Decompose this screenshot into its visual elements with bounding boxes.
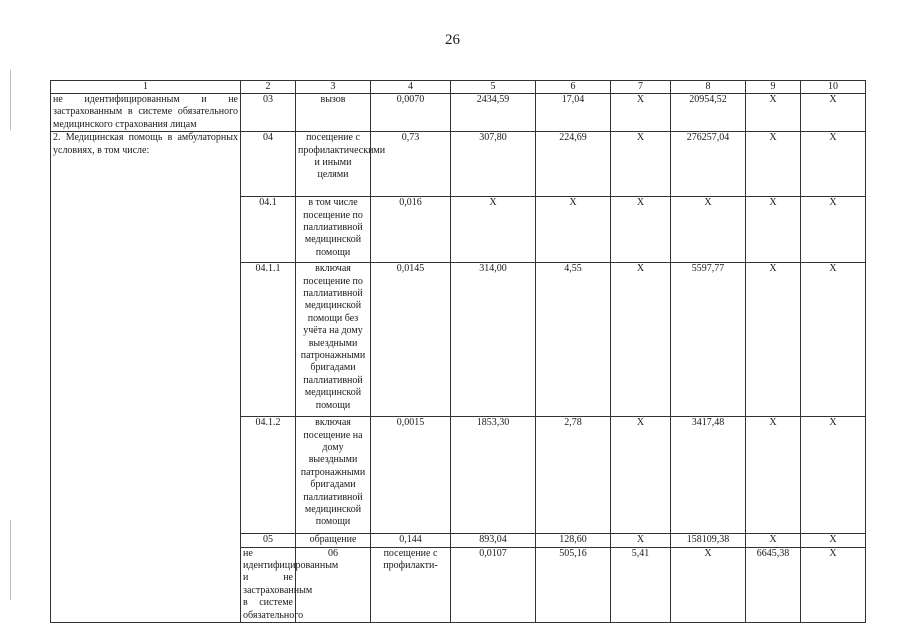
row-value-5: 2434,59	[451, 94, 536, 132]
row-value-4: 0,0070	[371, 94, 451, 132]
row-service-unit: включая посещение по паллиативной медицинской помощи без учёта на дому выездными патронажными бригадами паллиативной медицинской помощи	[296, 263, 371, 417]
row-value-9: X	[746, 263, 801, 417]
row-value-7: X	[671, 547, 746, 622]
row-value-7: X	[611, 534, 671, 547]
header-cell: 3	[296, 81, 371, 94]
row-service-unit: в том числе посещение по паллиативной медицинской помощи	[296, 197, 371, 263]
row-value-8: 5597,77	[671, 263, 746, 417]
row-value-5: 1853,30	[451, 417, 536, 534]
row-value-8: 158109,38	[671, 534, 746, 547]
header-cell: 6	[536, 81, 611, 94]
row-value-8: X	[671, 197, 746, 263]
row-value-6: 2,78	[536, 417, 611, 534]
header-row	[51, 81, 866, 94]
row-value-8: 20954,52	[671, 94, 746, 132]
row-value-8: 3417,48	[671, 417, 746, 534]
header-cell: 5	[451, 81, 536, 94]
row-code: 03	[241, 94, 296, 132]
row-code: 05	[241, 534, 296, 547]
row-value-8: 6645,38	[746, 547, 801, 622]
row-value-9: X	[801, 547, 866, 622]
row-service-unit: включая посещение на дому выездными патронажными бригадами паллиативной медицинской помощи	[296, 417, 371, 534]
row-value-6: X	[536, 197, 611, 263]
row-value-4: 0,73	[371, 132, 451, 197]
row-description: не идентифицированным и не застрахованным в системе обязательного медицинского страхования лицам	[51, 94, 241, 132]
row-description: не идентифицированным и не застрахованным в системе обязательного	[241, 547, 296, 622]
row-value-7: X	[611, 417, 671, 534]
header-cell: 9	[746, 81, 801, 94]
row-value-9: X	[746, 94, 801, 132]
row-value-4: 0,0107	[451, 547, 536, 622]
row-value-6: 17,04	[536, 94, 611, 132]
row-code: 04	[241, 132, 296, 197]
row-value-5: X	[451, 197, 536, 263]
tariff-table	[50, 80, 866, 623]
table-row	[51, 132, 866, 197]
row-value-9: X	[746, 534, 801, 547]
row-value-8: 276257,04	[671, 132, 746, 197]
row-value-4: 0,0145	[371, 263, 451, 417]
row-value-10: X	[801, 94, 866, 132]
row-description: 2. Медицинская помощь в амбулаторных условиях, в том числе:	[51, 132, 241, 623]
row-code: 06	[296, 547, 371, 622]
row-value-9: X	[746, 197, 801, 263]
row-value-10: X	[801, 534, 866, 547]
header-cell: 2	[241, 81, 296, 94]
row-value-4: 0,016	[371, 197, 451, 263]
row-code: 04.1.1	[241, 263, 296, 417]
row-service-unit: обращение	[296, 534, 371, 547]
scan-mark	[10, 70, 11, 130]
row-code: 04.1.2	[241, 417, 296, 534]
scan-mark	[10, 520, 11, 600]
row-value-10: X	[801, 132, 866, 197]
row-value-6: 5,41	[611, 547, 671, 622]
row-value-10: X	[801, 197, 866, 263]
row-value-6: 128,60	[536, 534, 611, 547]
header-cell: 8	[671, 81, 746, 94]
row-value-7: X	[611, 197, 671, 263]
header-cell: 7	[611, 81, 671, 94]
row-value-4: 0,0015	[371, 417, 451, 534]
row-value-7: X	[611, 263, 671, 417]
row-value-7: X	[611, 132, 671, 197]
row-value-6: 224,69	[536, 132, 611, 197]
row-value-9: X	[746, 417, 801, 534]
row-value-4: 0,144	[371, 534, 451, 547]
row-value-9: X	[746, 132, 801, 197]
row-value-5: 505,16	[536, 547, 611, 622]
header-cell: 10	[801, 81, 866, 94]
header-cell: 4	[371, 81, 451, 94]
row-value-5: 307,80	[451, 132, 536, 197]
row-value-5: 314,00	[451, 263, 536, 417]
table-row	[51, 94, 866, 132]
row-value-10: X	[801, 263, 866, 417]
row-service-unit: вызов	[296, 94, 371, 132]
row-code: 04.1	[241, 197, 296, 263]
header-cell: 1	[51, 81, 241, 94]
page-number: 26	[445, 32, 460, 48]
row-value-5: 893,04	[451, 534, 536, 547]
row-service-unit: посещение с профилакти-	[371, 547, 451, 622]
row-value-7: X	[611, 94, 671, 132]
row-value-10: X	[801, 417, 866, 534]
row-value-6: 4,55	[536, 263, 611, 417]
row-service-unit: посещение с профилактическими и иными целями	[296, 132, 371, 197]
